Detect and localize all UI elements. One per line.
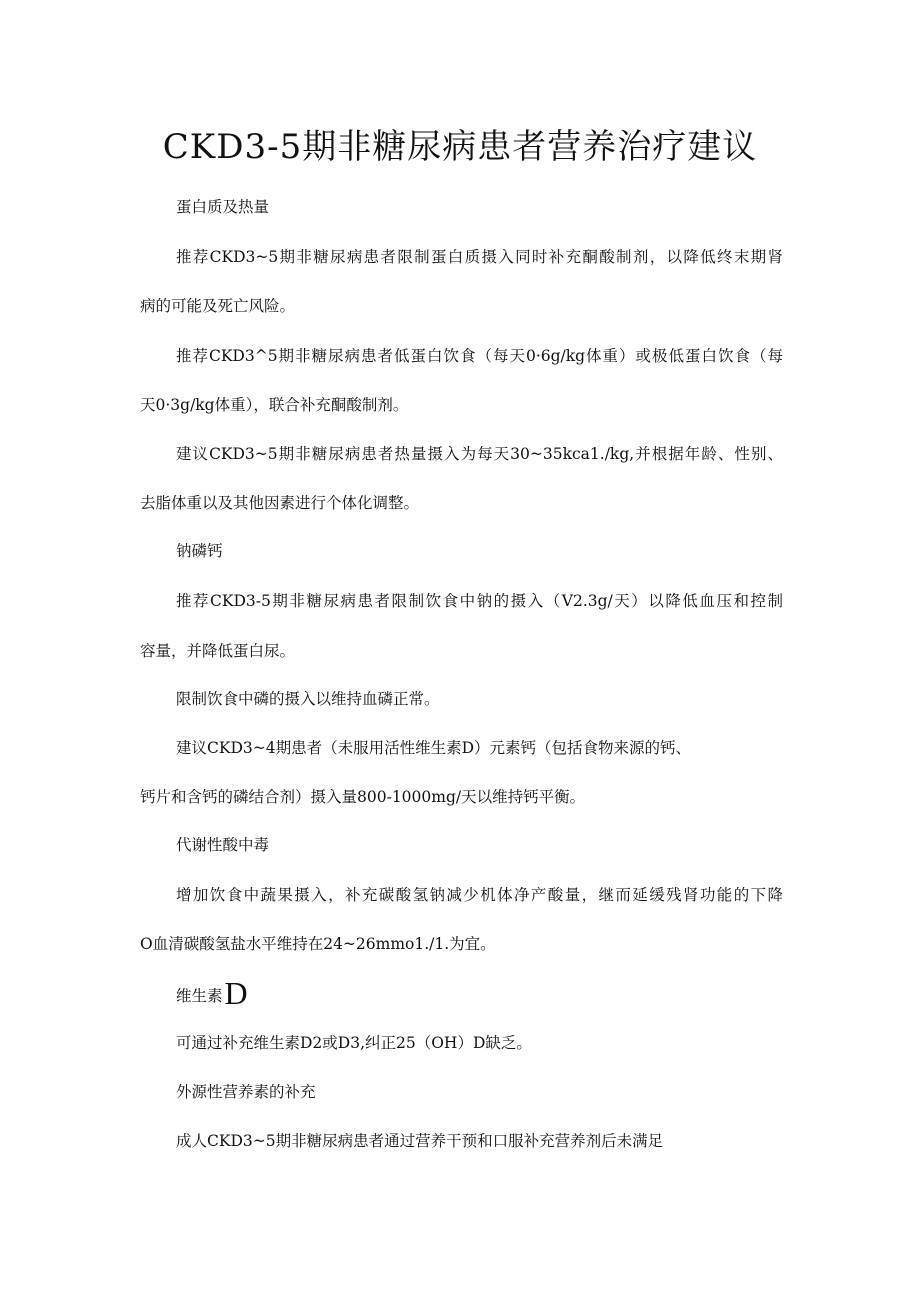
paragraph-line: 增加饮食中蔬果摄入，补充碳酸氢钠减少机体净产酸量，继而延缓残肾功能的下降	[176, 886, 783, 904]
paragraph-line: 建议CKD3~4期患者（未服用活性维生素D）元素钙（包括食物来源的钙、	[176, 739, 692, 757]
section-heading-vitamin-d-letter: D	[224, 975, 248, 1011]
paragraph-line: 天0·3g/kg体重），联合补充酮酸制剂。	[140, 396, 409, 414]
paragraph-line: 去脂体重以及其他因素进行个体化调整。	[140, 494, 420, 512]
paragraph-line: 病的可能及死亡风险。	[140, 297, 296, 315]
paragraph-line: 推荐CKD3^5期非糖尿病患者低蛋白饮食（每天0·6g/kg体重）或极低蛋白饮食（每	[176, 347, 783, 365]
section-heading-protein-energy: 蛋白质及热量	[176, 198, 270, 216]
paragraph-line: O血清碳酸氢盐水平维持在24~26mmo1./1.为宜。	[140, 935, 496, 953]
paragraph-line: 可通过补充维生素D2或D3,纠正25（OH）D缺乏。	[176, 1034, 532, 1052]
document-title: CKD3-5期非糖尿病患者营养治疗建议	[162, 127, 758, 167]
paragraph-line: 建议CKD3~5期非糖尿病患者热量摄入为每天30~35kca1./kg,并根据年龄、性别、	[176, 445, 783, 463]
paragraph-line: 容量，并降低蛋白尿。	[140, 642, 296, 660]
section-heading-vitamin-d	[176, 975, 248, 1011]
section-heading-exogenous-nutrients: 外源性营养素的补充	[176, 1083, 316, 1101]
section-heading-metabolic-acidosis: 代谢性酸中毒	[176, 836, 270, 854]
paragraph-line: 钙片和含钙的磷结合剂）摄入量800-1000mg/天以维持钙平衡。	[140, 788, 586, 806]
paragraph-line: 限制饮食中磷的摄入以维持血磷正常。	[176, 690, 440, 708]
paragraph-line: 推荐CKD3~5期非糖尿病患者限制蛋白质摄入同时补充酮酸制剂，以降低终末期肾	[176, 248, 783, 266]
paragraph-line: 推荐CKD3-5期非糖尿病患者限制饮食中钠的摄入（V2.3g/天）以降低血压和控制	[176, 592, 783, 610]
section-heading-sodium-phosphorus-calcium: 钠磷钙	[176, 542, 223, 560]
section-heading-vitamin-d-text: 维生素	[176, 987, 223, 1005]
paragraph-line: 成人CKD3~5期非糖尿病患者通过营养干预和口服补充营养剂后未满足	[176, 1132, 664, 1150]
